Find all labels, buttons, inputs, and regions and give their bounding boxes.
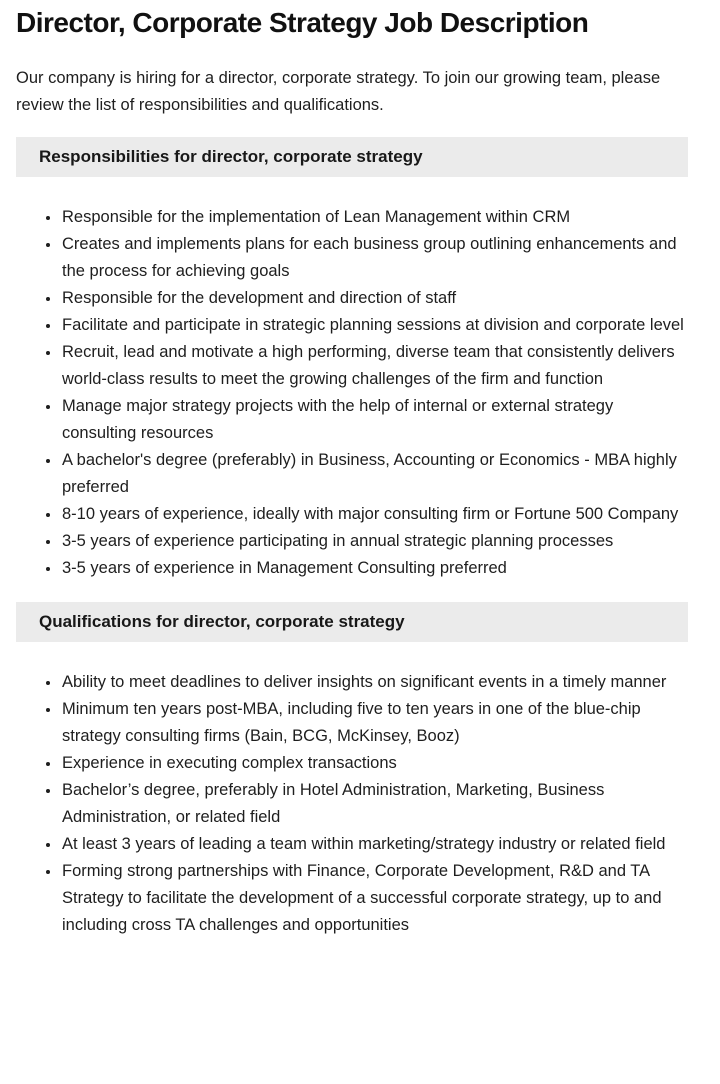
job-section [16,602,688,939]
list-item: • At least 3 years of leading a team within marketing/strategy industry or related field [61,831,688,858]
list-item: • Facilitate and participate in strategic planning sessions at division and corporate level [61,312,688,339]
section-heading: Qualifications for director, corporate strategy [16,602,688,642]
list-item: • Responsible for the development and direction of staff [61,285,688,312]
list-item: • Forming strong partnerships with Finance, Corporate Development, R&D and TA Strategy to facilitate the development of a successful corporate strategy, up to and including cross TA challenges and opportunities [61,858,688,939]
list-item: • 3-5 years of experience participating in annual strategic planning processes [61,528,688,555]
section-heading: Responsibilities for director, corporate strategy [16,137,688,177]
list-item: • Manage major strategy projects with the help of internal or external strategy consulting resources [61,393,688,447]
list-item: • Bachelor’s degree, preferably in Hotel Administration, Marketing, Business Administration, or related field [61,777,688,831]
job-section [16,137,688,582]
list-item: • Ability to meet deadlines to deliver insights on significant events in a timely manner [61,669,688,696]
list-item: • Recruit, lead and motivate a high performing, diverse team that consistently delivers world-class results to meet the growing challenges of the firm and function [61,339,688,393]
list-item: • Responsible for the implementation of Lean Management within CRM [61,204,688,231]
section-list [16,669,688,939]
sections [16,137,688,939]
intro-text: Our company is hiring for a director, corporate strategy. To join our growing team, please review the list of responsibilities and qualifications. [16,69,661,114]
list-item: • Experience in executing complex transactions [61,750,688,777]
section-list [16,204,688,582]
list-item: • A bachelor's degree (preferably) in Business, Accounting or Economics - MBA highly preferred [61,447,688,501]
list-item: • Creates and implements plans for each business group outlining enhancements and the process for achieving goals [61,231,688,285]
list-item: • 8-10 years of experience, ideally with major consulting firm or Fortune 500 Company [61,501,688,528]
list-item: • Minimum ten years post-MBA, including five to ten years in one of the blue-chip strategy consulting firms (Bain, BCG, McKinsey, Booz) [61,696,688,750]
page-title: Director, Corporate Strategy Job Description [16,7,589,38]
list-item: • 3-5 years of experience in Management Consulting preferred [61,555,688,582]
